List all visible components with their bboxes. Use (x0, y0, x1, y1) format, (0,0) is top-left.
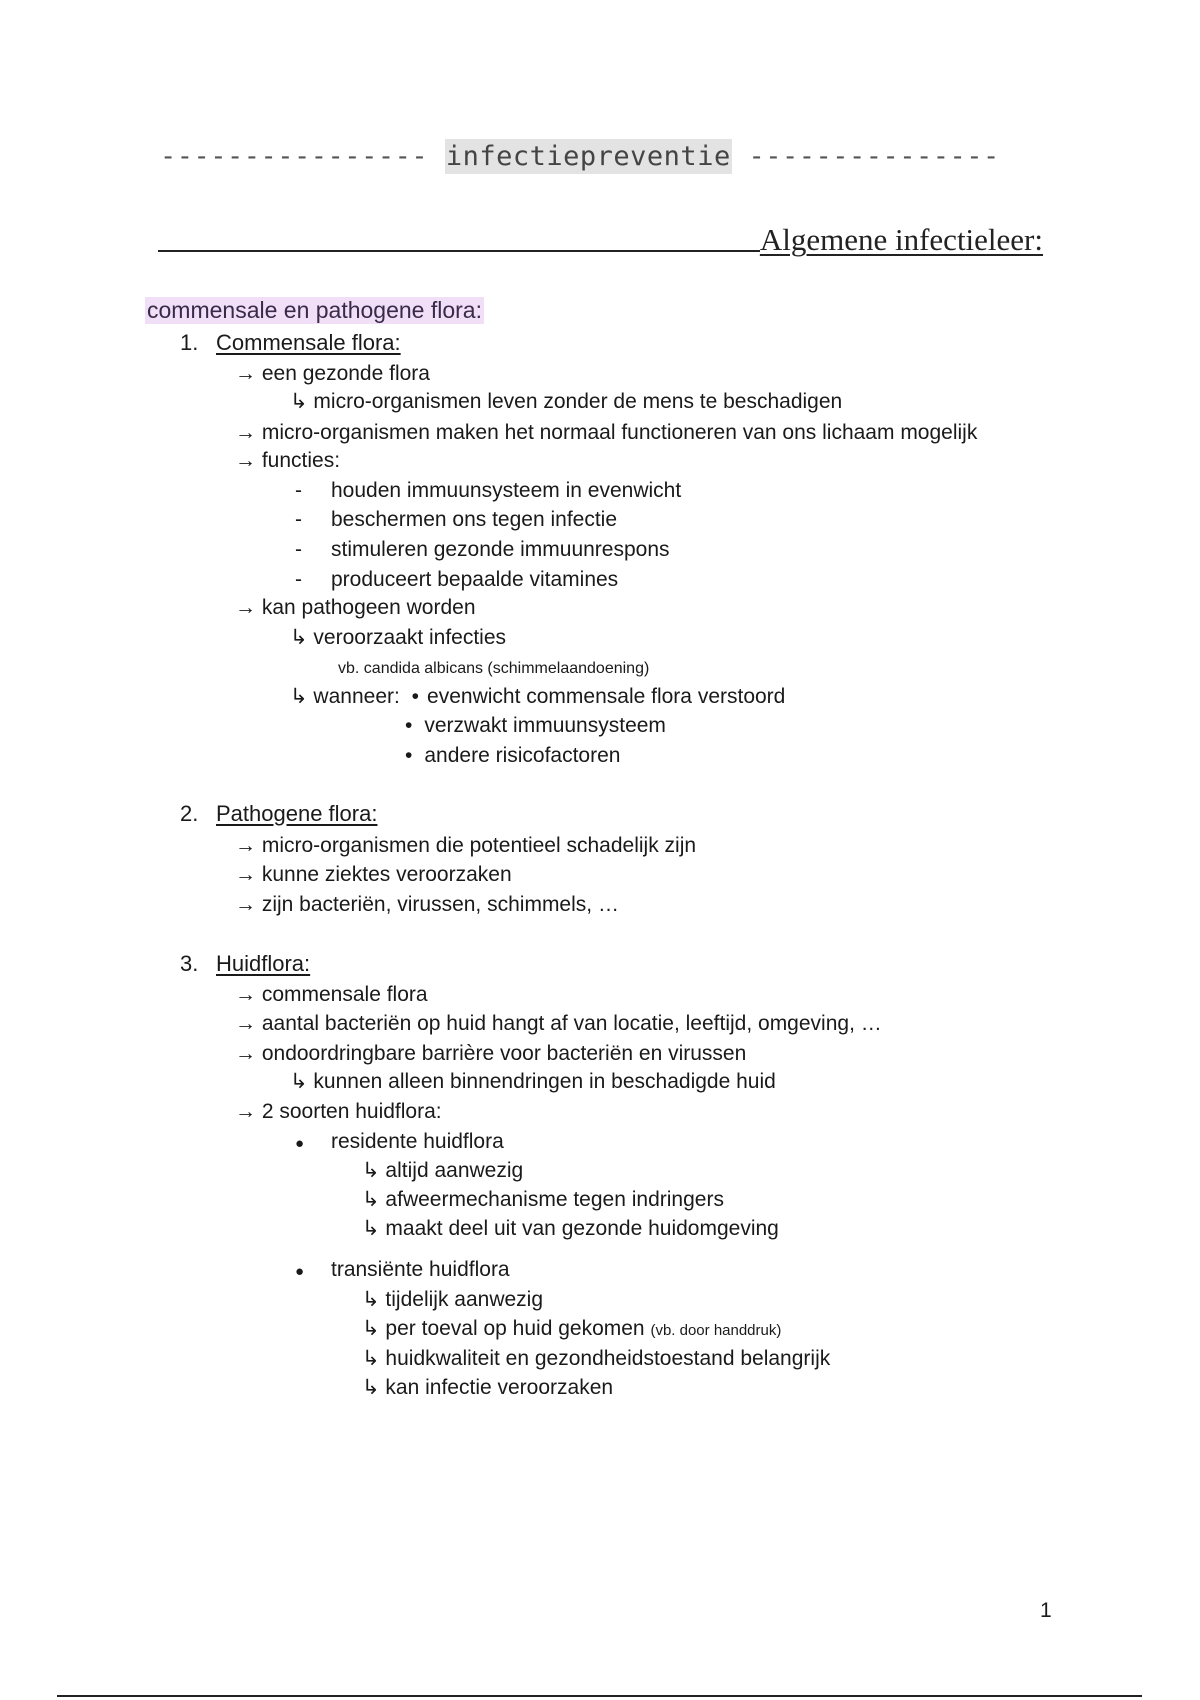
s1-wanneer-item (405, 713, 666, 739)
s1-line-pathogeen-worden: → kan pathogeen worden (235, 596, 476, 619)
function-text: houden immuunsysteem in evenwicht (331, 479, 682, 502)
function-text: beschermen ons tegen infectie (331, 508, 618, 531)
s3-transiente-item: ↳ kan infectie veroorzaken (362, 1376, 614, 1399)
s3-residente-item: ↳ afweermechanisme tegen indringers (362, 1188, 724, 1211)
s1-line-veroorzaakt-infecties: ↳ veroorzaakt infecties (290, 626, 507, 649)
s1-example-candida: vb. candida albicans (schimmelaandoening) (338, 660, 650, 677)
dot-marker: • (405, 714, 413, 737)
dash-marker: - (295, 508, 302, 531)
wanneer-text: evenwicht commensale flora verstoord (427, 685, 786, 708)
s2-line-schadelijk: → micro-organismen die potentieel schadelijk zijn (235, 834, 697, 857)
section-1-heading (180, 330, 401, 356)
section-label: commensale en pathogene flora: (147, 297, 482, 323)
s3-line-barriere: → ondoordringbare barrière voor bacteriën en virussen (235, 1042, 747, 1065)
s3-residente-item: ↳ maakt deel uit van gezonde huidomgeving (362, 1217, 779, 1240)
wanneer-prefix: ↳ wanneer: (290, 685, 400, 708)
bullet-marker: ● (295, 1263, 305, 1280)
residente-title: residente huidflora (331, 1130, 504, 1153)
s1-function-item (295, 567, 618, 593)
s3-transiente-item: ↳ huidkwaliteit en gezondheidstoestand belangrijk (362, 1347, 831, 1370)
s3-line-aantal-bacterien: → aantal bacteriën op huid hangt af van locatie, leeftijd, omgeving, … (235, 1012, 882, 1035)
section-2-heading (180, 801, 377, 827)
s1-line-gezonde-flora: → een gezonde flora (235, 362, 430, 385)
s3-line-soorten: → 2 soorten huidflora: (235, 1100, 442, 1123)
document-title: infectiepreventie (445, 141, 731, 172)
s3-transiente-item (362, 1316, 781, 1344)
title-dashes-left: ---------------- (160, 141, 429, 172)
s3-line-commensale-flora: → commensale flora (235, 983, 428, 1006)
section-3-title: Huidflora: (216, 951, 311, 976)
transiente-text: ↳ per toeval op huid gekomen (362, 1317, 645, 1340)
s3-transiente-item: ↳ tijdelijk aanwezig (362, 1288, 544, 1311)
s1-line-functies: → functies: (235, 449, 341, 472)
s1-line-micro-organismen-leven: ↳ micro-organismen leven zonder de mens te beschadigen (290, 390, 843, 413)
dot-marker: • (405, 744, 413, 767)
s3-transiente-heading (295, 1257, 510, 1285)
section-3-number: 3. (180, 951, 199, 976)
s1-function-item (295, 537, 670, 563)
bullet-marker: ● (295, 1135, 305, 1152)
transiente-note: (vb. door handdruk) (650, 1322, 782, 1339)
dot-marker: • (411, 685, 420, 708)
s1-function-item (295, 507, 617, 533)
dash-marker: - (295, 479, 302, 502)
heading-rule (158, 250, 760, 252)
wanneer-text: andere risicofactoren (424, 744, 621, 767)
wanneer-text: verzwakt immuunsysteem (424, 714, 666, 737)
s1-function-item (295, 478, 681, 504)
s2-line-bacterien: → zijn bacteriën, virussen, schimmels, … (235, 893, 619, 916)
page-number: 1 (1040, 1599, 1052, 1622)
function-text: stimuleren gezonde immuunrespons (331, 538, 670, 561)
function-text: produceert bepaalde vitamines (331, 568, 619, 591)
s1-line-wanneer (290, 684, 785, 710)
section-2-title: Pathogene flora: (216, 801, 378, 826)
s3-line-binnendringen: ↳ kunnen alleen binnendringen in beschadigde huid (290, 1070, 776, 1093)
s3-residente-heading (295, 1129, 504, 1157)
section-1-title: Commensale flora: (216, 330, 401, 355)
dash-marker: - (295, 568, 302, 591)
section-1-number: 1. (180, 330, 199, 355)
s1-line-normaal-functioneren: → micro-organismen maken het normaal functioneren van ons lichaam mogelijk (235, 421, 978, 444)
footer-rule (57, 1695, 1142, 1697)
s3-residente-item: ↳ altijd aanwezig (362, 1159, 524, 1182)
section-2-number: 2. (180, 801, 199, 826)
chapter-heading-text: Algemene infectieleer: (759, 222, 1043, 257)
dash-marker: - (295, 538, 302, 561)
chapter-heading (158, 222, 1043, 258)
s1-wanneer-item (405, 743, 620, 769)
section-3-heading (180, 951, 310, 977)
s2-line-ziektes: → kunne ziektes veroorzaken (235, 863, 512, 886)
document-title-line (160, 141, 1060, 172)
title-dashes-right: --------------- (748, 141, 1000, 172)
transiente-title: transiënte huidflora (331, 1258, 510, 1281)
